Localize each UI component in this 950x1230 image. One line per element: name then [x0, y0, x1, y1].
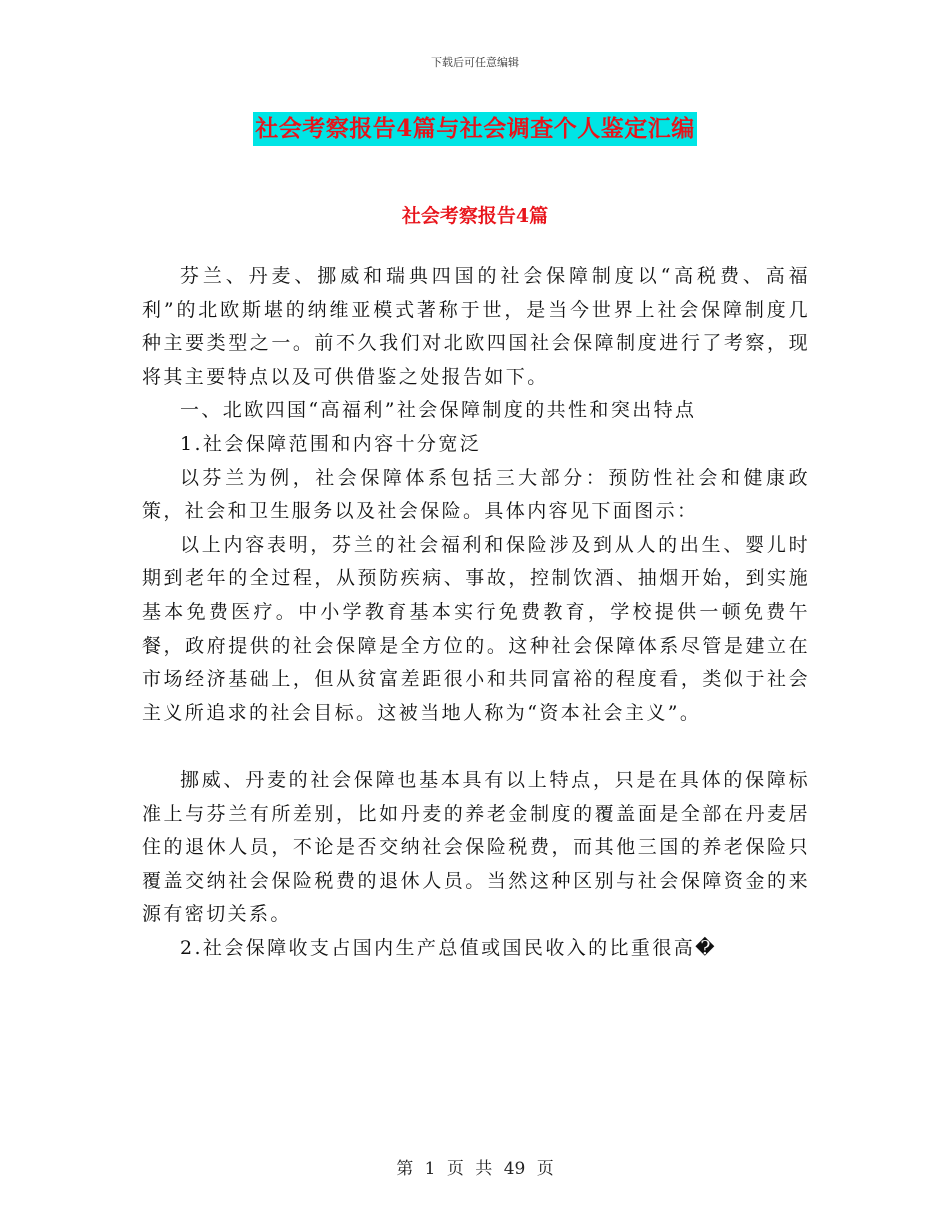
paragraph-7: 2.社会保障收支占国内生产总值或国民收入的比重很高� [180, 936, 718, 959]
paragraph-2: 一、北欧四国“高福利”社会保障制度的共性和突出特点 [180, 399, 697, 422]
main-title-text: 社会考察报告4篇与社会调查个人鉴定汇编 [253, 112, 697, 146]
paragraph-5: 以上内容表明，芬兰的社会福利和保险涉及到从人的出生、婴儿时期到老年的全过程，从预防疾病、事故，控制饮酒、抽烟开始，到实施基本免费医疗。中小学教育基本实行免费教育，学校提供一顿免费午餐，政府提供的社会保障是全方位的。这种社会保障体系尽管是建立在市场经济基础上，但从贫富差距很小和共同富裕的程度看，类似于社会主义所追求的社会目标。这被当地人称为“资本社会主义”。 [142, 533, 810, 724]
page-footer: 第 1 页 共 49 页 [396, 1159, 554, 1179]
main-title [0, 112, 950, 146]
paragraph-6: 挪威、丹麦的社会保障也基本具有以上特点，只是在具体的保障标准上与芬兰有所差别，比如丹麦的养老金制度的覆盖面是全部在丹麦居住的退休人员，不论是否交纳社会保险税费，而其他三国的养老保险只覆盖交纳社会保险税费的退休人员。当然这种区别与社会保障资金的来源有密切关系。 [142, 768, 810, 926]
paragraph-1: 芬兰、丹麦、挪威和瑞典四国的社会保障制度以“高税费、高福利”的北欧斯堪的纳维亚模式著称于世，是当今世界上社会保障制度几种主要类型之一。前不久我们对北欧四国社会保障制度进行了考察，现将其主要特点以及可供借鉴之处报告如下。 [142, 265, 810, 388]
paragraph-3: 1.社会保障范围和内容十分宽泛 [180, 432, 482, 455]
paragraph-4: 以芬兰为例，社会保障体系包括三大部分：预防性社会和健康政策，社会和卫生服务以及社会保险。具体内容见下面图示： [142, 466, 810, 523]
section-title: 社会考察报告4篇 [401, 205, 549, 227]
body-spacer [142, 222, 810, 260]
body-text [142, 222, 810, 965]
header-note: 下载后可任意编辑 [431, 56, 519, 69]
